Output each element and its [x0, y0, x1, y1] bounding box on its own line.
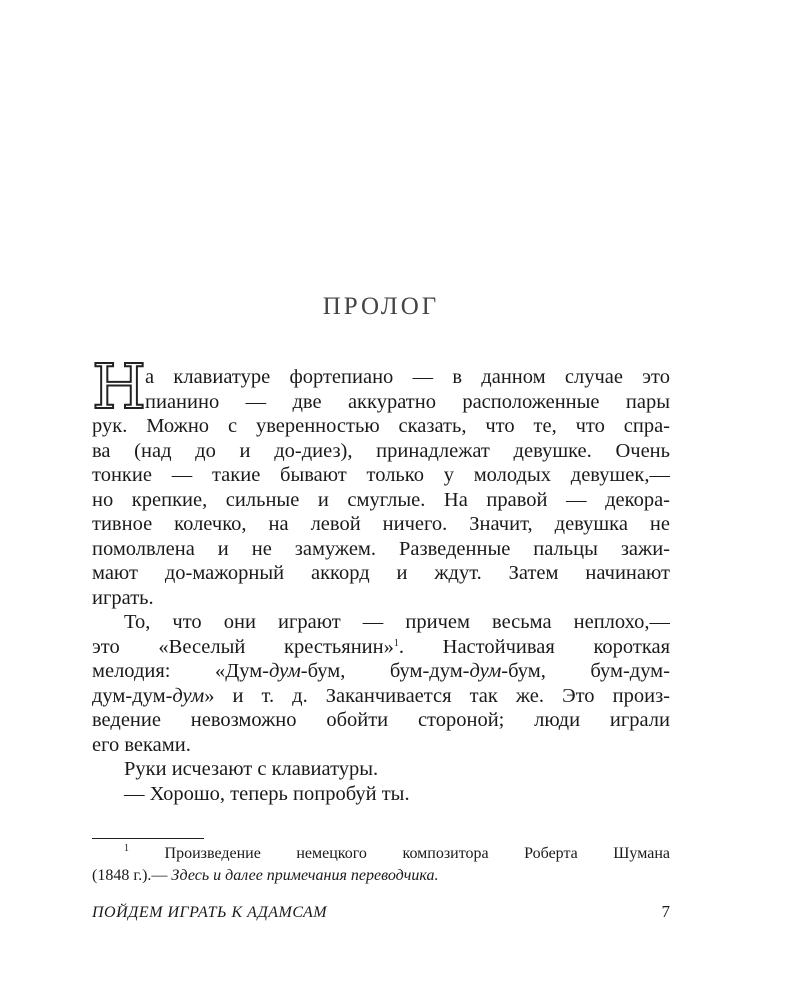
text-fragment: -бум, бум-дум-	[300, 660, 470, 682]
running-footer-title: ПОЙДЕМ ИГРАТЬ К АДАМСАМ	[92, 904, 328, 921]
text-line: но крепкие, сильные и смуглые. На правой — декора-	[92, 488, 670, 511]
paragraph-2	[92, 610, 670, 757]
text-line	[92, 684, 670, 709]
text-line: тивное колечко, на левой ничего. Значит, девушка не	[92, 513, 670, 535]
text-line	[92, 635, 670, 660]
footnote-line	[92, 865, 670, 887]
text-line: а клавиатуре фортепиано — в данном случае это	[145, 366, 670, 388]
drop-cap	[92, 350, 150, 423]
text-fragment: » и т. д. Заканчивается так же. Это произ-	[204, 684, 670, 707]
text-line: ва (над до и до-диез), принадлежат девушке. Очень	[92, 439, 670, 462]
italic-fragment: дум	[469, 660, 502, 682]
text-fragment: -бум, бум-дум-	[501, 660, 670, 682]
text-line: мают до-мажорный аккорд и ждут. Затем начинают	[92, 562, 670, 584]
paragraph-3	[92, 757, 670, 806]
text-fragment: мелодия: «Дум-	[92, 660, 270, 682]
footnote-rule	[92, 838, 204, 839]
text-line: пианино — две аккуратно расположенные пары	[145, 390, 670, 413]
italic-fragment: Здесь и далее примечания переводчика.	[171, 867, 439, 884]
paragraph-1	[92, 414, 670, 610]
footnote-reference: 1	[393, 637, 399, 649]
text-line: рук. Можно с уверенностью сказать, что те, что спра-	[92, 415, 670, 437]
text-line: играть.	[92, 586, 154, 609]
text-line: помолвлена и не замужем. Разведенные пальцы зажи-	[92, 537, 670, 560]
text-fragment: дум-дум-	[92, 684, 173, 707]
text-line: тонкие — такие бывают только у молодых девушек,—	[92, 464, 670, 486]
text-line: — Хорошо, теперь попробуй ты.	[124, 782, 410, 805]
italic-fragment: дум	[172, 684, 205, 707]
footnote-marker: 1	[124, 843, 129, 854]
text-line	[92, 659, 670, 684]
text-fragment: . Настойчивая короткая	[398, 635, 670, 658]
page-number: 7	[661, 902, 670, 921]
text-fragment: это «Веселый крестьянин»	[92, 635, 394, 658]
drop-cap-lines	[145, 365, 670, 414]
chapter-title: ПРОЛОГ	[322, 293, 440, 320]
text-line: его веками.	[92, 733, 191, 756]
italic-fragment: дум	[269, 660, 301, 682]
text-line: Руки исчезают с клавиатуры.	[124, 758, 379, 780]
drop-cap-letter: Н	[92, 350, 147, 423]
text-fragment: Произведение немецкого композитора Роберта Шумана	[164, 845, 670, 862]
footnote	[92, 843, 670, 887]
text-fragment: (1848 г.).—	[92, 867, 172, 884]
text-line: ведение невозможно обойти стороной; люди играли	[92, 709, 670, 731]
text-line: То, что они играют — причем весьма неплохо,—	[124, 611, 670, 633]
footnote-line	[92, 843, 670, 865]
